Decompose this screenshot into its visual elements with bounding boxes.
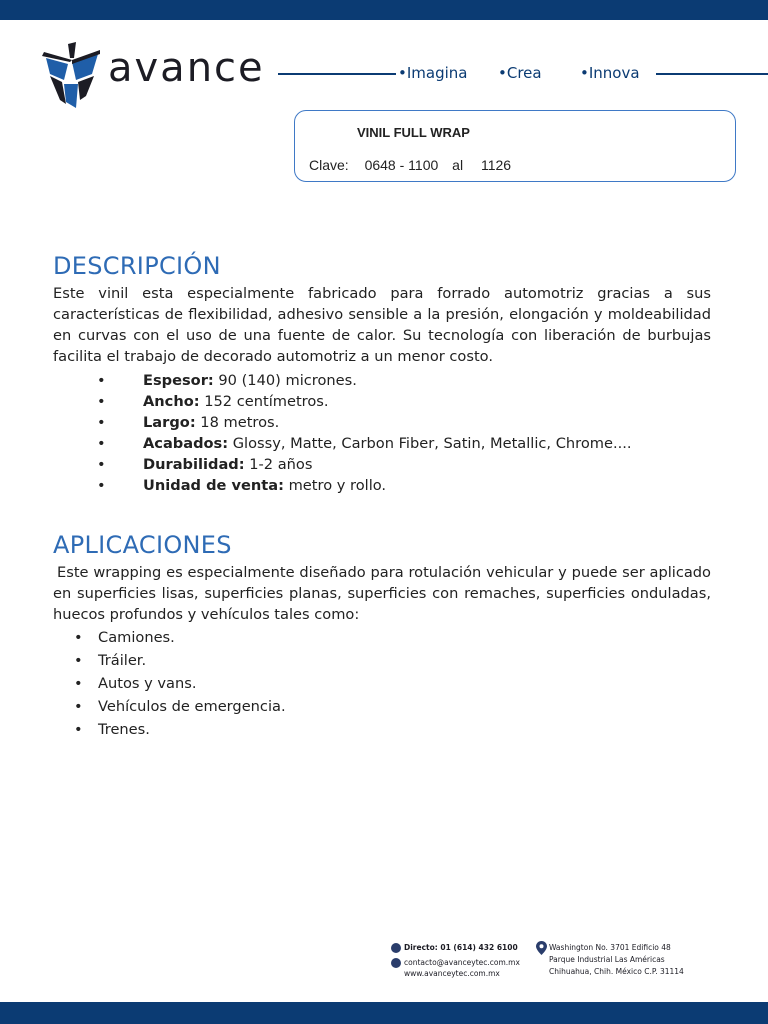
tagline-crea: •Crea [498, 64, 542, 82]
brand-name: avance [108, 45, 265, 91]
clave-to: 1126 [480, 157, 512, 173]
product-code-row [309, 157, 511, 173]
descripcion-text: Este vinil esta especialmente fabricado para forrado automotriz gracias a sus características de flexibilidad, adhesivo sensible a la presión, elongación y moldeabilidad en curvas con el uso de una fuente de calor. Su tecnología con liberación de burbujas facilita el trabajo de decorado automotriz a un menor costo. [53, 285, 711, 365]
email-icon [391, 958, 401, 968]
tagline-divider [278, 73, 396, 75]
location-pin-icon [536, 941, 547, 955]
list-item: • Espesor: 90 (140) micrones. [97, 370, 632, 391]
footer-address-line2: Parque Industrial Las Américas [549, 955, 665, 964]
aplicaciones-text: Este wrapping es especialmente diseñado para rotulación vehicular y puede ser aplicado en superficies lisas, superficies planas, superficies con remaches, superficies onduladas, huecos profundos y vehículos tales como: [53, 564, 711, 623]
tagline-imagina: •Imagina [398, 64, 468, 82]
aplicaciones-heading: APLICACIONES [53, 531, 232, 559]
tagline-innova: •Innova [580, 64, 640, 82]
footer-phone: Directo: 01 (614) 432 6100 [404, 943, 518, 952]
descripcion-heading: DESCRIPCIÓN [53, 252, 221, 280]
phone-icon [391, 943, 401, 953]
footer-web: www.avanceytec.com.mx [404, 969, 500, 978]
bottom-band [0, 1002, 768, 1024]
product-code-box [294, 110, 736, 182]
list-item: • Largo: 18 metros. [97, 412, 632, 433]
list-item: • Ancho: 152 centímetros. [97, 391, 632, 412]
list-item: • Vehículos de emergencia. [74, 695, 286, 718]
footer-address-line1: Washington No. 3701 Edificio 48 [549, 943, 671, 952]
footer-address-line3: Chihuahua, Chih. México C.P. 31114 [549, 967, 684, 976]
list-item: • Camiones. [74, 626, 286, 649]
list-item: • Trenes. [74, 718, 286, 741]
applications-list [74, 626, 286, 741]
clave-from: 0648 - 1100 [364, 157, 439, 173]
avance-logo-icon [42, 40, 102, 110]
list-item: • Unidad de venta: metro y rollo. [97, 475, 632, 496]
footer-email: contacto@avanceytec.com.mx [404, 958, 520, 967]
list-item: • Acabados: Glossy, Matte, Carbon Fiber, Satin, Metallic, Chrome.... [97, 433, 632, 454]
specs-list [97, 370, 632, 496]
clave-connector: al [452, 157, 464, 173]
product-name: VINIL FULL WRAP [357, 125, 470, 140]
top-band [0, 0, 768, 20]
list-item: • Durabilidad: 1-2 años [97, 454, 632, 475]
tagline-divider [656, 73, 768, 75]
list-item: • Tráiler. [74, 649, 286, 672]
clave-label: Clave: [309, 157, 349, 173]
list-item: • Autos y vans. [74, 672, 286, 695]
